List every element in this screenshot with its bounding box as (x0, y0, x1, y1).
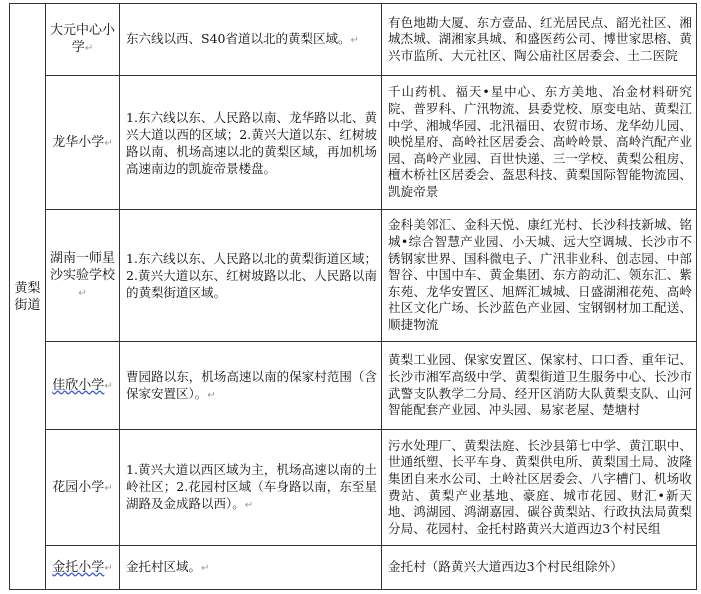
detail-text: 污水处理厂、黄梨法庭、长沙县第七中学、黄江职中、世通纸塑、长平车身、黄梨供电所、黄梨国土局、波隆集团自来水公司、土岭社区居委会、八字槽门、机场收费站、黄梨产业基地、豪庭、城市花园、财汇•新天地、鸿湖园、鸿湖嘉园、碳谷黄梨站、行政执法局黄梨分局、花园村、金托村路黄兴大道西边3个村民组 (388, 437, 692, 536)
range-cell (120, 546, 382, 590)
school-cell (46, 4, 120, 76)
range-text: 1.东六线以东、人民路以南、龙华路以北、黄兴大道以西的区域；2.黄兴大道以东、红树坡路以南、机场高速以北的黄梨区域，再加机场高速南边的凯旋帝景楼盘。 (126, 109, 377, 176)
school-name: 龙华小学 (52, 134, 105, 150)
range-cell (120, 430, 382, 546)
detail-cell (382, 342, 697, 430)
range-cell (120, 4, 382, 76)
school-cell (46, 342, 120, 430)
return-mark: ↵ (104, 562, 113, 574)
table-row (10, 210, 697, 342)
school-cell (46, 546, 120, 590)
table-row (10, 76, 697, 210)
return-mark: ↵ (104, 380, 113, 392)
detail-cell (382, 76, 697, 210)
school-cell (46, 210, 120, 342)
range-text: 1.黄兴大道以西区域为主，机场高速以南的土岭社区；2.花园村区域（车身路以南，东至星湖路及金成路以西）。 (126, 462, 377, 511)
table-row (10, 342, 697, 430)
school-district-table (9, 3, 697, 590)
detail-text: 黄梨工业园、保家安置区、保家村、口口香、重年记、长沙市湘军高级中学、黄梨街道卫生服务中心、长沙市武警支队教学二分局、经开区消防大队黄梨支队、山河智能配套产业园、冲头园、易家老屋、楚塘村 (388, 352, 692, 418)
street-cell (10, 4, 46, 590)
detail-text: 千山药机、福天•星中心、东方美地、冶金材料研究院、普罗科、广汛物流、县委党校、原变电站、黄梨江中学、湘城华园、北汛福田、农贸市场、龙华幼儿园、映悦星府、高岭社区居委会、高岭岭景、高岭汽配产业园、高岭产业园、百世快递、三一学校、黄梨公租房、檀木桥社区居委会、盔思科技、黄梨国际智能物流园、凯旋帝景 (388, 84, 692, 199)
detail-text: 有色地勘大厦、东方壹品、红光居民点、韶光社区、湘城杰城、湖湘家具城、和盛医药公司、博世家思榕、黄兴市监所、大元社区、陶公庙社区居委会、土二医院 (388, 14, 692, 63)
return-mark: ↵ (84, 43, 94, 54)
detail-cell (382, 430, 697, 546)
school-cell (46, 76, 120, 210)
table-row (10, 546, 697, 590)
school-name: 佳欣小学 (52, 377, 105, 393)
range-cell (120, 76, 382, 210)
detail-cell (382, 4, 697, 76)
detail-text: 金托村（路黄兴大道西边3个村民组除外） (388, 559, 623, 575)
range-text: 1.东六线以东、人民路以北的黄梨街道区域；2.黄兴大道以东、红树坡路以北、人民路以南的黄梨街道区域。 (126, 251, 377, 300)
return-mark: ↵ (207, 389, 216, 401)
range-cell (120, 210, 382, 342)
school-name: 湖南一师星沙实验学校 (50, 250, 116, 283)
table-row (10, 430, 697, 546)
school-name: 花园小学 (52, 479, 105, 495)
return-mark: ↵ (104, 137, 113, 149)
detail-text: 金科美邻汇、金科天悦、康红光村、长沙科技新城、铭城•综合智慧产业园、小天城、远大空调城、长沙市不锈钢家世界、国科微电子、广汛非业科、创志园、中部智谷、中国中车、黄金集团、东方韵动汇、领东汇、紫东苑、龙华安置区、旭辉汇城城、日盛湖湘花苑、高岭社区文化广场、长沙蓝色产业园、宝钢钢材加工配送、顺捷物流 (388, 217, 692, 332)
detail-cell (382, 546, 697, 590)
street-name: 黄梨街道 (14, 280, 41, 313)
range-text: 曹园路以东，机场高速以南的保家村范围（含保家安置区）。 (126, 368, 377, 401)
return-mark: ↵ (201, 563, 210, 574)
return-mark: ↵ (78, 287, 87, 299)
range-text: 东六线以西、S40省道以北的黄梨区域。 (126, 31, 351, 46)
range-text: 金托村区域。 (126, 559, 202, 574)
detail-cell (382, 210, 697, 342)
school-name: 大元中心小学 (50, 23, 116, 55)
school-cell (46, 430, 120, 546)
return-mark: ↵ (350, 35, 359, 46)
range-cell (120, 342, 382, 430)
return-mark: ↵ (104, 482, 113, 494)
return-mark: ↵ (244, 500, 254, 511)
school-name: 金托小学 (52, 559, 105, 575)
table-row (10, 4, 697, 76)
